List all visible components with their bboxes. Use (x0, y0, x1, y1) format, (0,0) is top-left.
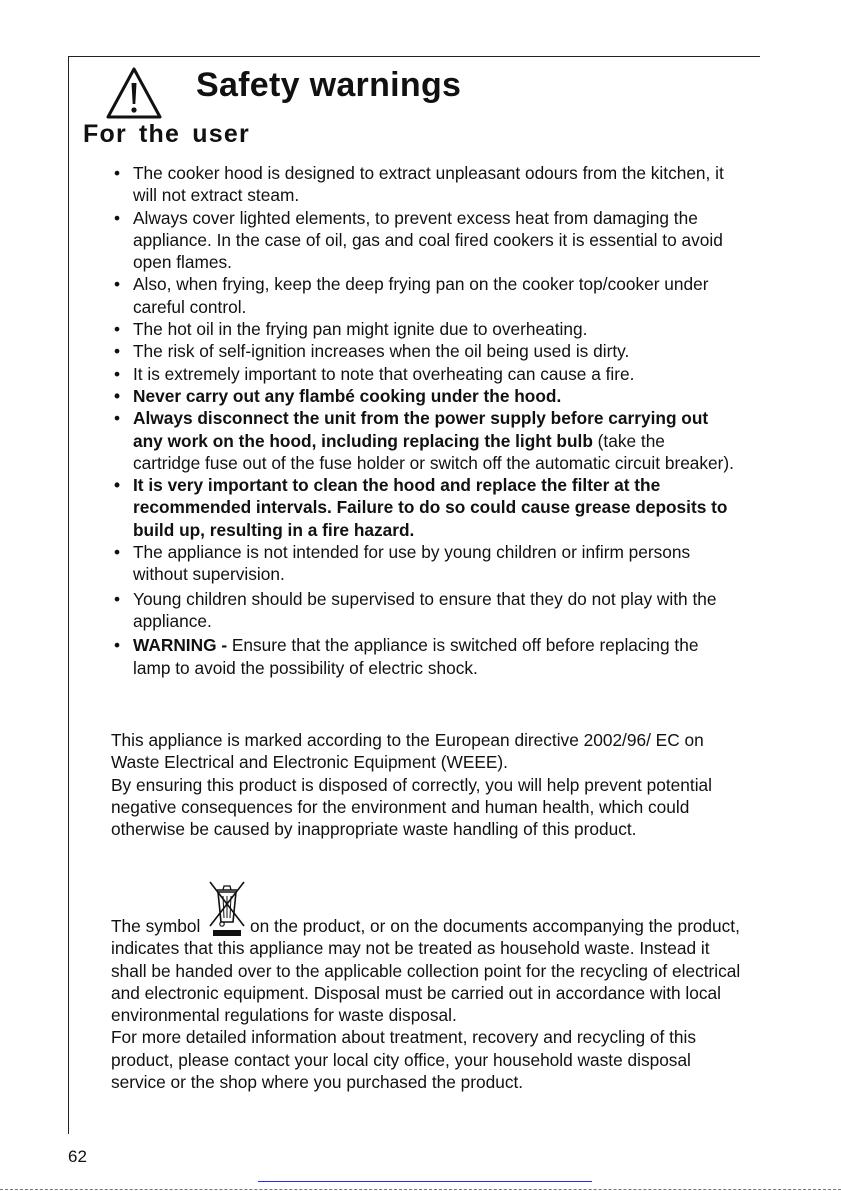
list-item-text: (take the cartridge fuse out of the fuse holder or switch off the automatic circuit breaker). (133, 430, 734, 473)
left-border-rule (68, 56, 69, 1134)
list-item-text: Never carry out any flambé cooking under the hood. (133, 385, 562, 406)
list-item-text: It is very important to clean the hood and replace the filter at the recommended intervals. Failure to do so could cause grease deposits to build up, resulting in a fire hazard. (133, 475, 728, 540)
list-item (108, 207, 736, 274)
weee-section (111, 729, 741, 840)
list-item (108, 340, 736, 362)
list-item-text: Always cover lighted elements, to prevent excess heat from damaging the appliance. In the case of oil, gas and coal fired cookers it is essential to avoid open flames. (133, 207, 723, 273)
list-item-text: Ensure that the appliance is switched off before replacing the lamp to avoid the possibility of electric shock. (133, 635, 699, 678)
footer-link-underline (258, 1181, 592, 1182)
weee-disposal-paragraph: By ensuring this product is disposed of correctly, you will help prevent potential negative consequences for the environment and human health, which could otherwise be caused by inappropriate waste handling of this product. (111, 774, 712, 840)
symbol-text-after: on the product, or on the documents accompanying the product, indicates that this appliance may not be treated as household waste. Instead it shall be handed over to the applicable collection point for the recycling of electrical and electronic equipment. Disposal must be carried out in accordance with local environmental regulations for waste disposal. (111, 916, 741, 1026)
list-item (108, 474, 736, 541)
safety-warnings-list (108, 162, 736, 679)
top-border-rule (68, 56, 760, 57)
more-info-paragraph: For more detailed information about treatment, recovery and recycling of this product, please contact your local city office, your household waste disposal service or the shop where you purchased the product. (111, 1027, 696, 1093)
list-item-text: Young children should be supervised to ensure that they do not play with the appliance. (133, 588, 717, 631)
list-item (108, 541, 736, 586)
list-item-text: The hot oil in the frying pan might ignite due to overheating. (133, 319, 588, 340)
list-item (108, 162, 736, 207)
list-item (108, 363, 736, 385)
list-item (108, 385, 736, 407)
list-item (108, 318, 736, 340)
warning-triangle-icon (104, 66, 164, 124)
page-title: Safety warnings (196, 66, 462, 104)
crossed-out-wheelie-bin-icon (207, 878, 247, 938)
page-number: 62 (68, 1147, 87, 1166)
section-subtitle: For the user (83, 120, 250, 148)
list-item (108, 273, 736, 318)
list-item-text: It is extremely important to note that overheating can cause a fire. (133, 363, 635, 384)
symbol-section (111, 914, 741, 1093)
list-item-text: The risk of self-ignition increases when the oil being used is dirty. (133, 341, 630, 362)
list-item-bold-text: WARNING - (133, 635, 228, 656)
list-item-bold-text: Always disconnect the unit from the power supply before carrying out any work on the hood, including replacing the light bulb (133, 408, 709, 451)
list-item (108, 634, 736, 679)
list-item (108, 588, 736, 633)
symbol-paragraph (111, 914, 741, 1026)
list-item-text: The appliance is not intended for use by young children or infirm persons without supervision. (133, 542, 691, 585)
weee-directive-paragraph: This appliance is marked according to the European directive 2002/96/ EC on Waste Electrical and Electronic Equipment (WEEE). (111, 730, 704, 773)
list-item-text: Also, when frying, keep the deep frying pan on the cooker top/cooker under careful control. (133, 274, 709, 317)
list-item-text: The cooker hood is designed to extract unpleasant odours from the kitchen, it will not extract steam. (133, 163, 724, 206)
list-item (108, 407, 736, 474)
bottom-dashed-rule (0, 1189, 841, 1190)
bin-icon-wrapper (205, 914, 245, 932)
symbol-text-before: The symbol (111, 916, 201, 936)
